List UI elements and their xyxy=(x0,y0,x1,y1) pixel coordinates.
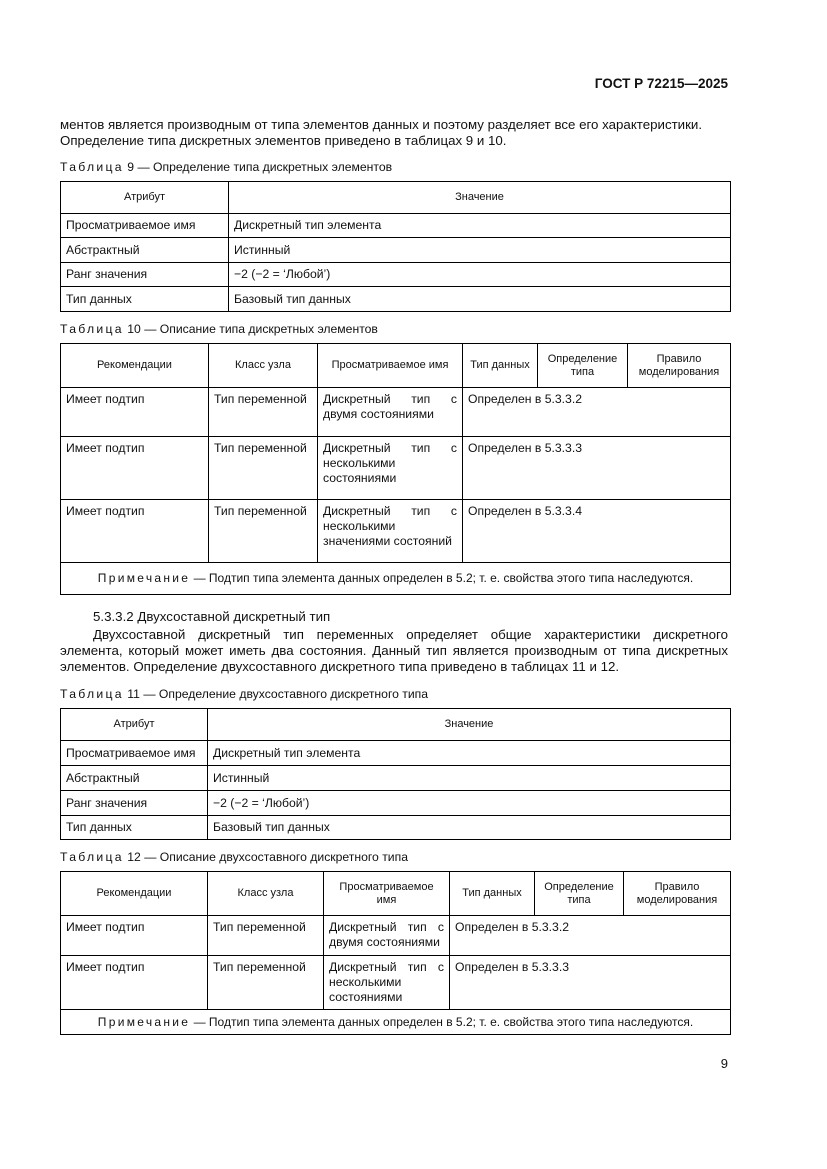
cell-value: Истинный xyxy=(229,238,731,263)
cell-value: Базовый тип данных xyxy=(229,287,731,312)
header-type-definition: Определение типа xyxy=(538,344,628,388)
table-row xyxy=(61,287,731,312)
table-row xyxy=(61,816,731,840)
table-note-row xyxy=(61,563,731,595)
note-label: Примечание xyxy=(97,571,191,585)
cell-browse-name: Дискретный тип с двумя состояниями xyxy=(324,916,450,956)
cell-node-class: Тип переменной xyxy=(208,956,324,1010)
table-9 xyxy=(60,181,731,312)
cell-definition: Определен в 5.3.3.4 xyxy=(463,500,731,563)
table11-caption xyxy=(60,687,428,701)
cell-definition: Определен в 5.3.3.2 xyxy=(450,916,731,956)
table12-caption xyxy=(60,850,408,864)
table-label: Таблица xyxy=(60,160,124,174)
cell-attribute: Абстрактный xyxy=(61,238,229,263)
table-label: Таблица xyxy=(60,687,124,701)
table-caption-text: 11 — Определение двухсоставного дискретного типа xyxy=(127,687,429,701)
cell-value: Истинный xyxy=(208,766,731,791)
note-label: Примечание xyxy=(97,1014,191,1029)
note-text: — Подтип типа элемента данных определен в 5.2; т. е. свойства этого типа наследуются. xyxy=(190,571,694,585)
table-caption-text: 12 — Описание двухсоставного дискретного типа xyxy=(127,850,408,864)
table-11 xyxy=(60,708,731,840)
header-value: Значение xyxy=(208,709,731,741)
cell-recommendation: Имеет подтип xyxy=(61,437,209,500)
cell-attribute: Абстрактный xyxy=(61,766,208,791)
header-node-class: Класс узла xyxy=(208,872,324,916)
cell-attribute: Тип данных xyxy=(61,816,208,840)
cell-value: −2 (−2 = ‘Любой’) xyxy=(229,263,731,287)
cell-recommendation: Имеет подтип xyxy=(61,956,208,1010)
cell-browse-name: Дискретный тип с двумя состояниями xyxy=(318,388,463,437)
header-value: Значение xyxy=(229,182,731,214)
cell-value: Дискретный тип элемента xyxy=(229,214,731,238)
header-browse-name: Просматриваемое имя xyxy=(318,344,463,388)
table-row xyxy=(61,766,731,791)
cell-node-class: Тип переменной xyxy=(209,437,318,500)
table-label: Таблица xyxy=(60,850,124,864)
cell-attribute: Ранг значения xyxy=(61,263,229,287)
header-attribute: Атрибут xyxy=(61,182,229,214)
note-text: — Подтип типа элемента данных определен в 5.2; т. е. свойства этого типа наследуются. xyxy=(190,1014,694,1029)
table-row xyxy=(61,437,731,500)
intro-paragraph xyxy=(60,117,728,149)
table-note-row xyxy=(61,1010,731,1035)
table-row xyxy=(61,214,731,238)
cell-browse-name: Дискретный тип с несколькими значениями состояний xyxy=(318,500,463,563)
cell-attribute: Просматриваемое имя xyxy=(61,741,208,766)
cell-browse-name: Дискретный тип с несколькими состояниями xyxy=(324,956,450,1010)
header-modelling-rule: Правило моделирования xyxy=(624,872,731,916)
table-row xyxy=(61,916,731,956)
cell-attribute: Ранг значения xyxy=(61,791,208,816)
table-header-row xyxy=(61,872,731,916)
table-12 xyxy=(60,871,731,1035)
table9-caption xyxy=(60,160,392,174)
table-10 xyxy=(60,343,731,595)
cell-value: −2 (−2 = ‘Любой’) xyxy=(208,791,731,816)
table-row xyxy=(61,238,731,263)
header-data-type: Тип данных xyxy=(463,344,538,388)
cell-value: Базовый тип данных xyxy=(208,816,731,840)
table-row xyxy=(61,956,731,1010)
cell-recommendation: Имеет подтип xyxy=(61,500,209,563)
table-row xyxy=(61,741,731,766)
header-modelling-rule: Правило моделирования xyxy=(628,344,731,388)
cell-browse-name: Дискретный тип с несколькими состояниями xyxy=(318,437,463,500)
header-type-definition: Определение типа xyxy=(535,872,624,916)
table-row xyxy=(61,791,731,816)
cell-value: Дискретный тип элемента xyxy=(208,741,731,766)
table-caption-text: 9 — Определение типа дискретных элементов xyxy=(127,160,393,174)
table-row xyxy=(61,263,731,287)
cell-definition: Определен в 5.3.3.3 xyxy=(463,437,731,500)
header-browse-name: Просматриваемое имя xyxy=(324,872,450,916)
intro-line-2: Определение типа дискретных элементов приведено в таблицах 9 и 10. xyxy=(60,133,507,148)
table10-caption xyxy=(60,322,378,336)
table-caption-text: 10 — Описание типа дискретных элементов xyxy=(127,322,378,336)
cell-attribute: Просматриваемое имя xyxy=(61,214,229,238)
table-label: Таблица xyxy=(60,322,124,336)
table-note xyxy=(61,563,731,595)
cell-node-class: Тип переменной xyxy=(208,916,324,956)
cell-node-class: Тип переменной xyxy=(209,500,318,563)
header-recommendations: Рекомендации xyxy=(61,872,208,916)
table-note xyxy=(61,1010,731,1035)
cell-definition: Определен в 5.3.3.2 xyxy=(463,388,731,437)
header-node-class: Класс узла xyxy=(209,344,318,388)
intro-line-1: ментов является производным от типа элементов данных и поэтому разделяет все его характеристики. xyxy=(60,117,703,132)
table-header-row xyxy=(61,344,731,388)
section-body: Двухсоставной дискретный тип переменных определяет общие характеристики дискретного элемента, который может иметь два состояния. Данный тип является производным от типа дискретных элементов. Определение двухсоставного дискретного типа приведено в таблицах 11 и 12. xyxy=(60,627,728,674)
section-heading: 5.3.3.2 Двухсоставной дискретный тип xyxy=(93,609,331,624)
header-data-type: Тип данных xyxy=(450,872,535,916)
page-number: 9 xyxy=(720,1056,728,1071)
table-row xyxy=(61,500,731,563)
document-id: ГОСТ Р 72215—2025 xyxy=(594,76,728,91)
table-row xyxy=(61,388,731,437)
header-attribute: Атрибут xyxy=(61,709,208,741)
cell-recommendation: Имеет подтип xyxy=(61,388,209,437)
table-header-row xyxy=(61,182,731,214)
cell-attribute: Тип данных xyxy=(61,287,229,312)
header-recommendations: Рекомендации xyxy=(61,344,209,388)
table-header-row xyxy=(61,709,731,741)
cell-node-class: Тип переменной xyxy=(209,388,318,437)
cell-definition: Определен в 5.3.3.3 xyxy=(450,956,731,1010)
cell-recommendation: Имеет подтип xyxy=(61,916,208,956)
